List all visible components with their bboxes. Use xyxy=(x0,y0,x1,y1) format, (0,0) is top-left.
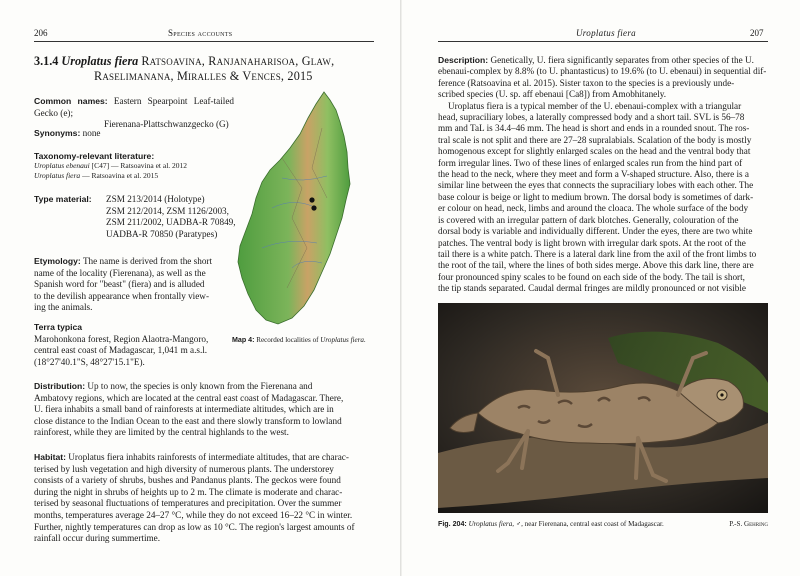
synonyms-value: none xyxy=(82,128,101,138)
description-line: tail there is a white patch. There is a lateral dark line from the axil of the front limbs to xyxy=(438,248,757,259)
gecko-photo xyxy=(438,303,768,513)
type-material-line: ZSM 213/2014 (Holotype) xyxy=(106,194,205,204)
description-line: form irregular lines. Two of these lines of enlarged scales run from the hind part of xyxy=(438,157,743,168)
habitat-line: terised by lush vegetation and high diversity of numerous plants. The understorey xyxy=(34,463,334,474)
description-line: dorsal body is variable and individually different. Under the eyes, there are two white xyxy=(438,226,753,237)
common-names-label: Common names: xyxy=(34,96,108,106)
map-caption xyxy=(232,336,382,345)
description xyxy=(438,55,768,295)
species-name: Uroplatus fiera xyxy=(61,54,139,68)
etymology-line: The name is derived from the short xyxy=(82,256,213,266)
etymology xyxy=(34,256,230,314)
common-names-line-2: Fierenana-Plattschwanzgecko (G) xyxy=(104,119,229,130)
description-line: base colour is beige or light to medium brown. The dorsal body is sometimes of dark- xyxy=(438,191,754,202)
header-rule xyxy=(438,41,768,42)
locality-marker xyxy=(309,197,314,202)
figure-caption-label: Fig. 204: xyxy=(438,520,467,528)
description-line: is covered with an irregular pattern of dark blotches. Generally, colouration of the xyxy=(438,214,739,225)
habitat-line: months, temperatures average 24–27 °C, while they do not exceed 16–22 °C in winter. xyxy=(34,509,353,520)
etymology-line: ing the animals. xyxy=(34,302,93,313)
literature-ref-1: [C47] — Ratsoavina et al. 2012 xyxy=(89,161,188,170)
description-label: Description: xyxy=(438,55,489,65)
description-line: the root of the tail, where the lines of both sides merge. Above this dark line, there are xyxy=(438,260,754,271)
madagascar-map xyxy=(232,88,372,328)
description-line: Uroplatus fiera is a typical member of the U. ebenaui-complex with a triangular xyxy=(448,100,742,111)
distribution-line: Ambatovy regions, which are located at the central east coast of Madagascar. There, xyxy=(34,392,344,403)
species-heading xyxy=(34,54,374,84)
page-number: 206 xyxy=(34,28,48,38)
etymology-line: name of the locality (Fierenana), as well as the xyxy=(34,267,206,278)
distribution-line: rainforest, while they are limited by the central highlands to the west. xyxy=(34,427,289,438)
right-page xyxy=(402,0,800,576)
literature-species-1: Uroplatus ebenaui xyxy=(34,161,90,170)
synonyms xyxy=(34,128,224,140)
habitat-line: consists of a variety of shrubs, bushes and Pandanus plants. The geckos were found xyxy=(34,475,341,486)
running-head: Species accounts xyxy=(168,28,233,38)
distribution-line: close distance to the Indian Ocean to the east and there slowly transform to lowland xyxy=(34,415,342,426)
literature-label: Taxonomy-relevant literature: xyxy=(34,151,155,161)
figure-caption xyxy=(438,520,768,529)
distribution-line: U. fiera inhabits a small band of rainforests at intermediate altitudes, which are in xyxy=(34,404,334,415)
terra-typica-label: Terra typica xyxy=(34,322,83,332)
habitat-line: Uroplatus fiera inhabits rainforests of intermediate altitudes, that are charac- xyxy=(68,452,349,462)
distribution-label: Distribution: xyxy=(34,381,86,391)
habitat-line: terised by seasonal fluctuations of temperatures and precipitation. Over the summer xyxy=(34,498,342,509)
terra-typica-line: (18°27'40.1"S, 48°27'15.1"E). xyxy=(34,356,145,367)
etymology-line: to the devilish appearance when frontally view- xyxy=(34,290,210,301)
locality-marker xyxy=(311,205,316,210)
page-number: 207 xyxy=(750,28,764,38)
description-line: tral scale is not split and there are 27–28 supralabials. Scalation of the body is mostly xyxy=(438,134,752,145)
synonyms-label: Synonyms: xyxy=(34,128,81,138)
section-number: 3.1.4 xyxy=(34,54,59,68)
common-names-line-1: Eastern Spearpoint Leaf-tailed Gecko (e); xyxy=(34,96,234,118)
island-shape xyxy=(238,92,350,324)
etymology-label: Etymology: xyxy=(34,256,81,266)
taxonomy-literature xyxy=(34,151,234,180)
literature-ref-2: — Ratsoavina et al. 2015 xyxy=(80,170,159,180)
description-line: four pronounced spiny scales to be found on each side of the body. The tail is short, xyxy=(438,271,745,282)
description-line: similar line between the eyes that connects the supraciliary lobes with each other. The xyxy=(438,180,754,191)
description-line: ference (Ratsoavina et al. 2015). Sister taxon to the species is a previously unde- xyxy=(438,77,735,88)
photo-credit: P.-S. Gehring xyxy=(729,520,768,528)
habitat-line: rainfall occur during summertime. xyxy=(34,533,161,544)
authors-line-1: Ratsoavina, Ranjanaharisoa, Glaw, xyxy=(141,54,335,68)
description-line: scribed species (U. sp. aff ebenaui [Ca8]) from Amobhitanely. xyxy=(438,89,667,100)
description-line: er colour on head, neck, limbs and around the cloaca. The whole surface of the body xyxy=(438,203,749,214)
literature-line-2 xyxy=(34,171,234,181)
description-line: Genetically, U. fiera significantly separates from other species of the U. xyxy=(490,55,754,65)
description-line: homogenous except for slightly enlarged scales on the head and the ventral body that xyxy=(438,146,751,157)
gecko-pupil xyxy=(720,393,723,396)
literature-line-1 xyxy=(34,161,234,171)
description-line: patches. The ventral body is light brown with irregular dark spots. At the root of the xyxy=(438,237,746,248)
figure-caption-species: Uroplatus fiera, xyxy=(468,520,515,528)
habitat-line: Further, nightly temperatures can drop as low as 10 °C. The region's largest amounts of xyxy=(34,521,355,532)
description-line: the tip stands separated. Caudal dermal fringes are mildly pronounced or not visible xyxy=(438,283,746,294)
habitat-line: during the night in shrubs of heights up to 2 m. The climate is moderate and charac- xyxy=(34,486,343,497)
terra-typica-line: Marohonkona forest, Region Alaotra-Mangoro, xyxy=(34,333,209,344)
map-caption-text: Recorded localities of xyxy=(256,336,321,344)
terra-typica-line: central east coast of Madagascar, 1,041 m a.s.l. xyxy=(34,345,208,356)
map-caption-species: Uroplatus fiera. xyxy=(320,336,366,344)
authors-line-2: Raselimanana, Miralles & Vences, 2015 xyxy=(94,69,313,83)
etymology-line: Spanish word for "beast" (fiera) and is alluded xyxy=(34,279,205,290)
habitat-label: Habitat: xyxy=(34,452,66,462)
type-material-label: Type material: xyxy=(34,194,92,204)
type-material-line: ZSM 212/2014, ZSM 1126/2003, xyxy=(106,205,229,216)
map-caption-label: Map 4: xyxy=(232,336,255,344)
type-material-list xyxy=(106,194,246,240)
distribution-line: Up to now, the species is only known from the Fierenana and xyxy=(87,381,313,391)
description-line: head, supraciliary lobes, a laterally compressed body and a short tail. SVL is 56–78 xyxy=(438,112,745,123)
description-line: ebenaui-complex by 8.8% (to U. phantasticus) to 19.6% (to U. ebenaui) in sequential dif- xyxy=(438,66,767,77)
figure-caption-text: ♂, near Fierenana, central east coast of Madagascar. xyxy=(514,520,664,528)
habitat xyxy=(34,452,374,545)
distribution xyxy=(34,381,374,439)
type-material-line: ZSM 211/2002, UADBA-R 70849, xyxy=(106,217,236,228)
header-rule xyxy=(34,41,374,42)
common-names xyxy=(34,96,234,131)
terra-typica xyxy=(34,322,234,368)
literature-species-2: Uroplatus fiera xyxy=(34,170,81,180)
description-line: the head to the neck, where they meet and form a V-shaped structure. Also, there is a xyxy=(438,169,749,180)
running-head-species: Uroplatus fiera xyxy=(576,28,636,38)
type-material-line: UADBA-R 70850 (Paratypes) xyxy=(106,228,218,239)
description-line: mm and TaL is 34.4–46 mm. The head is short and ends in a rounded snout. The ros- xyxy=(438,123,750,134)
